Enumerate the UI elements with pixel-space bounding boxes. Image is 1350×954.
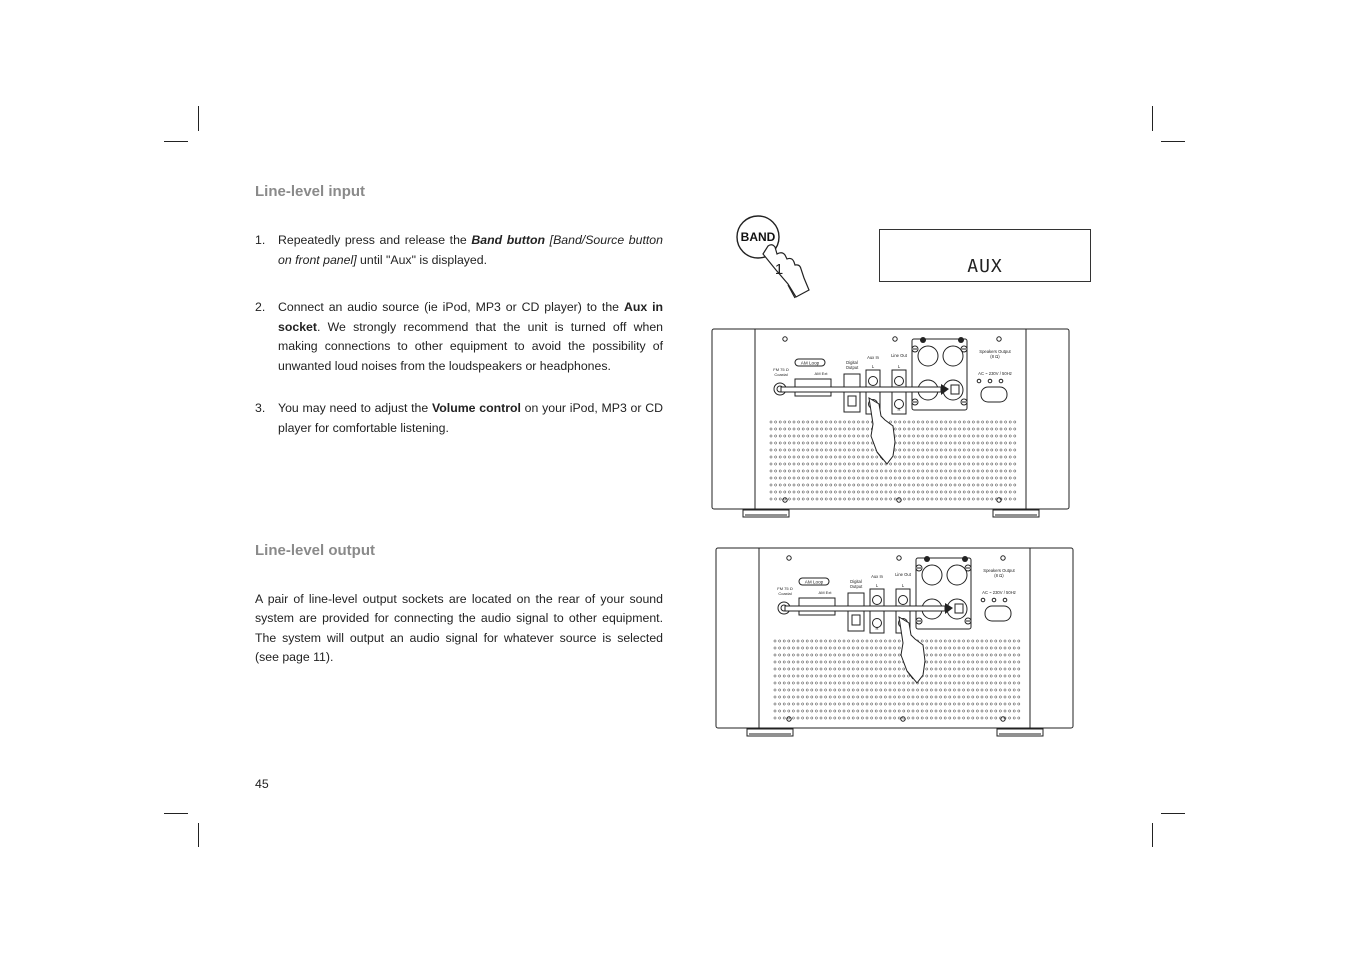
svg-text:Aux In: Aux In — [867, 355, 879, 360]
rear-panel — [712, 329, 1069, 517]
section-title-input: Line-level input — [255, 183, 366, 200]
crop-mark — [1152, 106, 1153, 131]
list-text: Connect an audio source (ie iPod, MP3 or CD player) to the Aux in socket. We strongly recommend that the unit is turned off when making connections to other equipment to avoid the possibility of unwanted loud noises from the loudspeakers or headphones. — [278, 300, 663, 373]
svg-text:Digital: Digital — [850, 579, 862, 584]
svg-text:AC ~ 230V / 50Hz: AC ~ 230V / 50Hz — [982, 590, 1016, 595]
crop-mark — [198, 106, 199, 131]
svg-text:AM Loop: AM Loop — [804, 579, 824, 585]
svg-text:Speakers Output: Speakers Output — [979, 349, 1011, 354]
svg-text:L: L — [897, 364, 901, 369]
list-text: You may need to adjust the Volume control on your iPod, MP3 or CD player for comfortable listening. — [278, 401, 663, 435]
svg-text:R: R — [897, 407, 901, 412]
rear-panel-line-out-diagram — [715, 547, 1075, 742]
list-number: 1. — [255, 233, 266, 247]
svg-text:L: L — [875, 583, 879, 588]
crop-mark — [198, 823, 199, 847]
svg-text:Line Out: Line Out — [891, 353, 907, 358]
page-number: 45 — [255, 777, 269, 791]
svg-text:R: R — [875, 626, 879, 631]
svg-text:FM 75 Ω: FM 75 Ω — [777, 586, 793, 591]
svg-text:(8 Ω): (8 Ω) — [994, 573, 1004, 578]
list-number: 3. — [255, 401, 266, 415]
svg-text:Output: Output — [845, 365, 859, 370]
crop-mark — [164, 813, 188, 814]
lcd-display — [879, 229, 1091, 282]
svg-text:Line Out: Line Out — [895, 572, 911, 577]
list-number: 2. — [255, 300, 266, 314]
pointing-hand-icon — [899, 617, 925, 683]
svg-text:AC ~ 230V / 50Hz: AC ~ 230V / 50Hz — [978, 371, 1012, 376]
list-item — [255, 399, 663, 438]
crop-mark — [164, 141, 188, 142]
crop-mark — [1161, 141, 1185, 142]
svg-text:(8 Ω): (8 Ω) — [990, 354, 1000, 359]
svg-text:Coaxial: Coaxial — [774, 372, 788, 377]
svg-text:AM Ext: AM Ext — [814, 371, 828, 376]
rear-panel-aux-in-diagram — [711, 328, 1071, 523]
svg-text:FM 75 Ω: FM 75 Ω — [773, 367, 789, 372]
press-count: 1 — [774, 261, 784, 278]
svg-text:L: L — [871, 364, 875, 369]
section-title-output: Line-level output — [255, 542, 375, 559]
svg-text:Coaxial: Coaxial — [778, 591, 792, 596]
svg-text:Digital: Digital — [846, 360, 858, 365]
rear-panel — [716, 548, 1073, 736]
svg-text:AM Ext: AM Ext — [818, 590, 832, 595]
list-item — [255, 231, 663, 270]
svg-text:L: L — [901, 583, 905, 588]
band-button-label: BAND — [740, 230, 776, 244]
list-text: Repeatedly press and release the Band button [Band/Source button on front panel] until "Aux" is displayed. — [278, 233, 663, 267]
pointing-hand-icon — [763, 245, 809, 298]
svg-text:Aux In: Aux In — [871, 574, 883, 579]
band-button-illustration — [732, 210, 817, 302]
svg-text:Output: Output — [849, 584, 863, 589]
list-item — [255, 298, 663, 376]
crop-mark — [1152, 823, 1153, 847]
body-paragraph: A pair of line-level output sockets are located on the rear of your sound system are provided for connecting the audio signal to other equipment. The system will output an audio signal for whatever source is selected (see page 11). — [255, 592, 663, 664]
pointing-hand-icon — [869, 398, 895, 464]
display-text: AUX — [967, 256, 1003, 277]
svg-text:AM Loop: AM Loop — [800, 360, 820, 366]
crop-mark — [1161, 813, 1185, 814]
svg-text:Speakers Output: Speakers Output — [983, 568, 1015, 573]
